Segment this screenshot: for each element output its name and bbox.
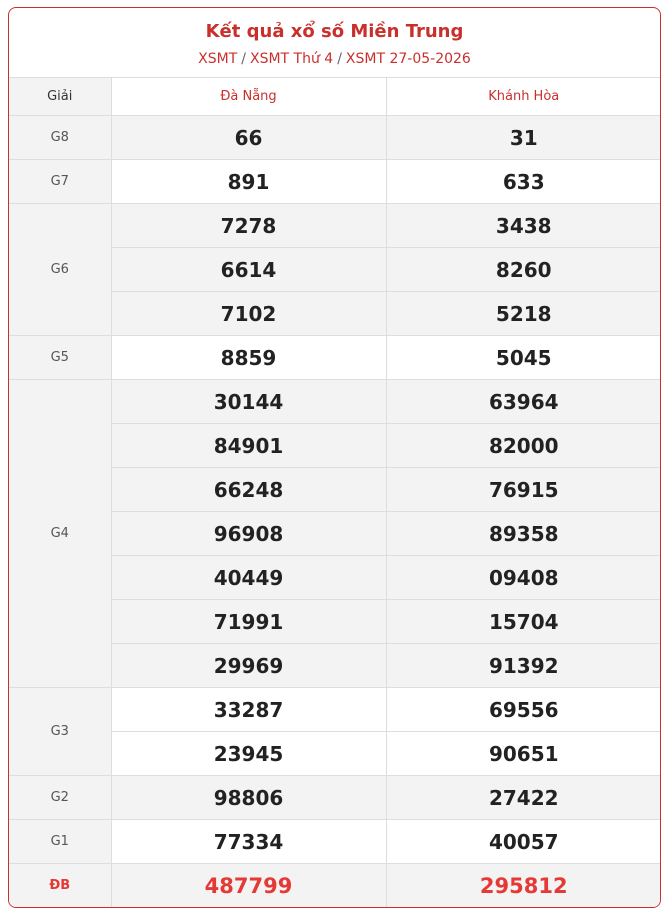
result-number: 29969 <box>111 644 386 688</box>
result-number: 7278 <box>111 204 386 248</box>
result-number: 633 <box>386 160 661 204</box>
table-row <box>9 820 661 864</box>
breadcrumb-link-date[interactable]: XSMT 27-05-2026 <box>345 51 471 67</box>
result-number: 5045 <box>386 336 661 380</box>
prize-label-g6: G6 <box>9 204 111 336</box>
result-number: 71991 <box>111 600 386 644</box>
result-number: 8859 <box>111 336 386 380</box>
results-card <box>8 7 661 908</box>
result-number: 5218 <box>386 292 661 336</box>
result-number: 91392 <box>386 644 661 688</box>
result-number: 76915 <box>386 468 661 512</box>
results-header <box>9 8 660 78</box>
result-number: 31 <box>386 116 661 160</box>
prize-label-special: ĐB <box>9 864 111 908</box>
breadcrumb-link-weekday[interactable]: XSMT Thứ 4 <box>249 51 334 67</box>
table-row <box>9 204 661 248</box>
result-number: 6614 <box>111 248 386 292</box>
result-number: 30144 <box>111 380 386 424</box>
table-header-row <box>9 78 661 116</box>
result-number: 40449 <box>111 556 386 600</box>
result-number: 09408 <box>386 556 661 600</box>
result-number: 77334 <box>111 820 386 864</box>
breadcrumb-link-xsmt[interactable]: XSMT <box>198 51 238 67</box>
table-row <box>9 116 661 160</box>
result-number: 98806 <box>111 776 386 820</box>
table-row <box>9 776 661 820</box>
prize-label-g8: G8 <box>9 116 111 160</box>
province-header-khanh-hoa[interactable]: Khánh Hòa <box>386 78 661 116</box>
result-number: 96908 <box>111 512 386 556</box>
breadcrumb-separator: / <box>337 51 342 67</box>
page-title: Kết quả xổ số Miền Trung <box>205 21 464 42</box>
prize-label-g7: G7 <box>9 160 111 204</box>
special-prize-number: 295812 <box>386 864 661 908</box>
prize-label-g2: G2 <box>9 776 111 820</box>
breadcrumb <box>9 50 660 68</box>
special-prize-number: 487799 <box>111 864 386 908</box>
breadcrumb-separator: / <box>241 51 246 67</box>
result-number: 8260 <box>386 248 661 292</box>
table-row <box>9 160 661 204</box>
prize-column-header: Giải <box>9 78 111 116</box>
result-number: 3438 <box>386 204 661 248</box>
result-number: 7102 <box>111 292 386 336</box>
result-number: 82000 <box>386 424 661 468</box>
table-row <box>9 688 661 732</box>
prize-label-g4: G4 <box>9 380 111 688</box>
prize-label-g5: G5 <box>9 336 111 380</box>
result-number: 40057 <box>386 820 661 864</box>
result-number: 66248 <box>111 468 386 512</box>
result-number: 15704 <box>386 600 661 644</box>
result-number: 63964 <box>386 380 661 424</box>
result-number: 891 <box>111 160 386 204</box>
result-number: 90651 <box>386 732 661 776</box>
prize-label-g1: G1 <box>9 820 111 864</box>
result-number: 23945 <box>111 732 386 776</box>
results-table <box>9 78 661 907</box>
result-number: 89358 <box>386 512 661 556</box>
prize-label-g3: G3 <box>9 688 111 776</box>
result-number: 84901 <box>111 424 386 468</box>
result-number: 66 <box>111 116 386 160</box>
table-row <box>9 336 661 380</box>
result-number: 69556 <box>386 688 661 732</box>
table-row <box>9 380 661 424</box>
table-row <box>9 864 661 908</box>
result-number: 33287 <box>111 688 386 732</box>
result-number: 27422 <box>386 776 661 820</box>
province-header-da-nang[interactable]: Đà Nẵng <box>111 78 386 116</box>
